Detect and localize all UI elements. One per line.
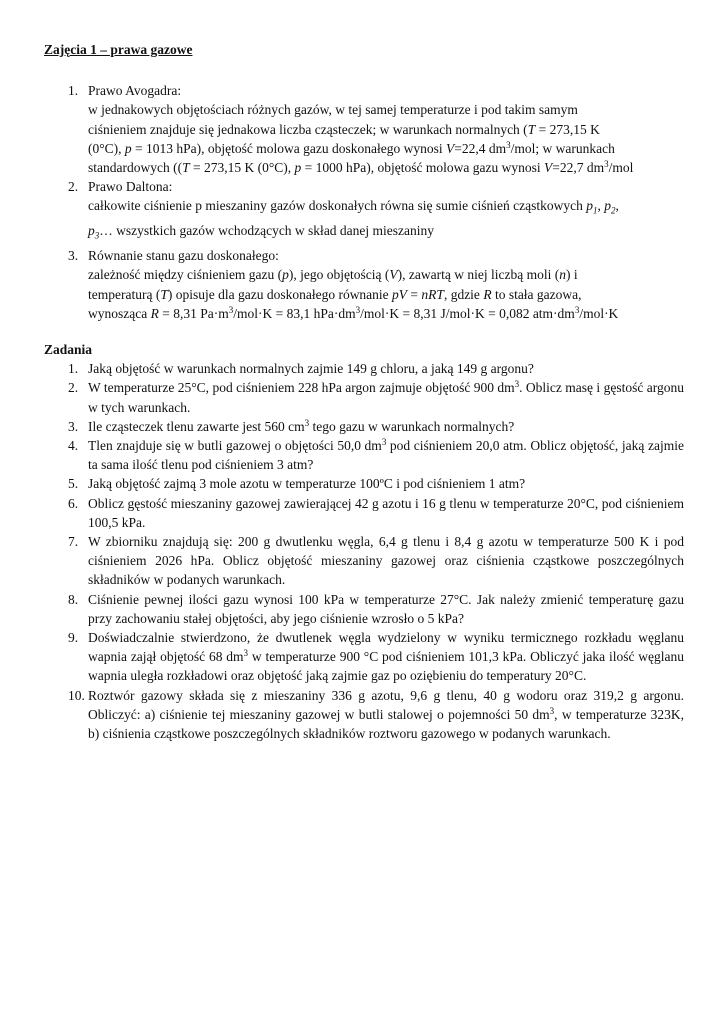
task-text: Ciśnienie pewnej ilości gazu wynosi 100 kPa w temperaturze 27°C. Jak należy zmienić temperaturę gazu przy zachowaniu stałej objętości, aby jego ciśnienie wzrosło o 5 kPa?	[88, 591, 684, 626]
task-number: 9.	[68, 630, 79, 646]
task-item	[44, 417, 684, 436]
task-item	[44, 378, 684, 416]
page-title: Zajęcia 1 – prawa gazowe	[44, 42, 193, 57]
law-line: $p_3\dots$ wszystkich gazów wchodzących w skład danej mieszaniny	[88, 223, 435, 241]
task-number: 1.	[68, 361, 79, 377]
task-text: Roztwór gazowy składa się z mieszaniny 336 g azotu, 9,6 g tlenu, 40 g wodoru oraz 319,2 g argonu. Obliczyć: a) ciśnienie tej mieszaniny gazowej w butli stalowej o pojemności 50 $dm^3$, w temperaturze 323K, b) ciśnienia cząstkowe poszczególnych składników roztworu gazowego w podanych warunkach.	[88, 687, 684, 742]
task-text: W zbiorniku znajdują się: 200 g dwutlenku węgla, 6,4 g tlenu i 8,4 g azotu w temperaturze 500 K i pod ciśnieniem 2026 hPa. Oblicz objętość mieszaniny gazowej oraz ciśnienia cząstkowe poszczególnych składników w podanych warunkach.	[88, 534, 684, 588]
task-item	[44, 686, 684, 744]
task-item	[44, 628, 684, 686]
task-text: Ile cząsteczek tlenu zawarte jest 560 $cm^3$ tego gazu w warunkach normalnych?	[88, 417, 515, 434]
law-line: standardowych ((T = 273,15 K (0°C), p = 1000 hPa), objętość molowa gazu wynosi V=22,7 $dm^3$/mol	[88, 159, 634, 176]
law-item-dalton	[44, 177, 684, 246]
law-line: całkowite ciśnienie p mieszaniny gazów doskonałych równa się sumie ciśnień cząstkowych $p_1$, $p_2$,	[88, 198, 619, 217]
task-item	[44, 474, 684, 493]
law-name: Równanie stanu gazu doskonałego:	[88, 248, 279, 264]
law-number: 2.	[68, 179, 79, 195]
law-line: ciśnieniem znajduje się jednakowa liczba cząsteczek; w warunkach normalnych (T = 273,15 K	[88, 121, 600, 137]
law-line: zależność między ciśnieniem gazu (p), jego objętością (V), zawartą w niej liczbą moli (n) i	[88, 267, 578, 283]
task-item	[44, 359, 684, 378]
task-number: 2.	[68, 380, 79, 396]
law-line: (0°C), p = 1013 hPa), objętość molowa gazu doskonałego wynosi V=22,4 $dm^3$/mol; w warunkach	[88, 139, 615, 156]
law-item-avogadro	[44, 81, 684, 177]
task-item	[44, 436, 684, 474]
task-text: Jaką objętość zajmą 3 mole azotu w temperaturze 100ºC i pod ciśnieniem 1 atm?	[88, 476, 526, 492]
law-line: wynosząca R = 8,31 $Pa\cdot m^3/mol\cdot K = 83,1$ $hPa\cdot dm^3/mol\cdot K = 8,31$ J/mol·K = 0,082 $atm\cdot dm^3/mol\cdot K$	[88, 304, 619, 321]
task-number: 5.	[68, 476, 79, 492]
tasks-list	[44, 359, 684, 743]
task-text: Oblicz gęstość mieszaniny gazowej zawierającej 42 g azotu i 16 g tlenu w temperaturze 20°C, pod ciśnieniem 100,5 kPa.	[88, 495, 684, 530]
law-item-ideal-gas	[44, 246, 684, 323]
tasks-heading: Zadania	[44, 342, 93, 358]
task-number: 4.	[68, 438, 79, 454]
task-number: 10.	[68, 687, 85, 703]
document-page	[44, 40, 684, 743]
task-number: 8.	[68, 591, 79, 607]
law-name: Prawo Daltona:	[88, 179, 173, 195]
task-item	[44, 494, 684, 532]
task-text: Tlen znajduje się w butli gazowej o objętości 50,0 $dm^3$ pod ciśnieniem 20,0 atm. Oblicz objętość, jaką zajmie ta sama ilość tlenu pod ciśnieniem 3 atm?	[88, 437, 684, 473]
law-line: w jednakowych objętościach różnych gazów, w tej samej temperaturze i pod takim samym	[88, 102, 578, 118]
law-number: 1.	[68, 83, 79, 99]
task-text: W temperaturze 25°C, pod ciśnieniem 228 hPa argon zajmuje objętość 900 $dm^3$. Oblicz masę i gęstość argonu w tych warunkach.	[88, 379, 684, 415]
laws-list	[44, 81, 684, 323]
task-text: Jaką objętość w warunkach normalnych zajmie 149 g chloru, a jaką 149 g argonu?	[88, 361, 534, 377]
law-line: temperaturą (T) opisuje dla gazu doskonałego równanie pV = nRT, gdzie R to stała gazowa,	[88, 286, 582, 302]
task-number: 7.	[68, 534, 79, 550]
task-number: 3.	[68, 418, 79, 434]
law-name: Prawo Avogadra:	[88, 83, 182, 99]
task-number: 6.	[68, 495, 79, 511]
task-text: Doświadczalnie stwierdzono, że dwutlenek węgla wydzielony w wyniku termicznego rozkładu węglanu wapnia zajął objętość 68 $dm^3$ w temperaturze 900 °C pod ciśnieniem 101,3 kPa. Obliczyć jaka ilość węglanu wapnia uległa rozkładowi oraz objętość jaką zajmie gaz po oziębieniu do temperatury 20°C.	[88, 630, 685, 684]
task-item	[44, 590, 684, 628]
law-number: 3.	[68, 248, 79, 264]
task-item	[44, 532, 684, 590]
